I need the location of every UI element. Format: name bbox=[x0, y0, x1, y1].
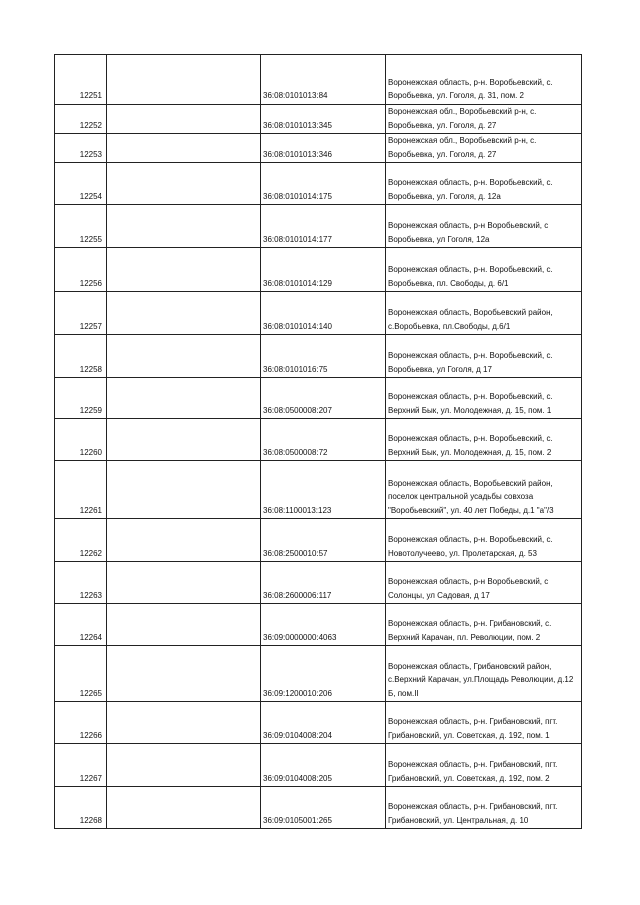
cadastral-number-cell: 36:09:0105001:265 bbox=[261, 787, 386, 829]
cadastral-number-cell: 36:09:0104008:205 bbox=[261, 744, 386, 787]
registry-table bbox=[54, 54, 582, 829]
table-row bbox=[55, 744, 582, 787]
row-number-cell: 12252 bbox=[55, 105, 107, 134]
object-name-cell bbox=[107, 419, 261, 461]
address-cell: Воронежская область, р-н. Воробьевский, с. Воробьевка, пл. Свободы, д. 6/1 bbox=[386, 248, 582, 292]
row-number-cell: 12256 bbox=[55, 248, 107, 292]
table-row bbox=[55, 702, 582, 744]
table-row bbox=[55, 604, 582, 646]
cadastral-number-cell: 36:08:0101014:177 bbox=[261, 205, 386, 248]
address-cell: Воронежская область, Воробьевский район, поселок центральной усадьбы совхоза "Воробьевский", ул. 40 лет Победы, д.1 "а"/3 bbox=[386, 461, 582, 519]
cadastral-number-cell: 36:08:0500008:207 bbox=[261, 378, 386, 419]
row-number-cell: 12264 bbox=[55, 604, 107, 646]
address-cell: Воронежская область, р-н. Воробьевский, с. Верхний Бык, ул. Молодежная, д. 15, пом. 1 bbox=[386, 378, 582, 419]
table-row bbox=[55, 519, 582, 562]
object-name-cell bbox=[107, 604, 261, 646]
cadastral-number-cell: 36:08:2500010:57 bbox=[261, 519, 386, 562]
object-name-cell bbox=[107, 744, 261, 787]
row-number-cell: 12258 bbox=[55, 335, 107, 378]
cadastral-number-cell: 36:09:0000000:4063 bbox=[261, 604, 386, 646]
address-cell: Воронежская область, р-н. Воробьевский, с. Воробьевка, ул. Гоголя, д. 12а bbox=[386, 163, 582, 205]
address-cell: Воронежская область, р-н. Воробьевский, с. Воробьевка, ул. Гоголя, д. 31, пом. 2 bbox=[386, 55, 582, 105]
row-number-cell: 12251 bbox=[55, 55, 107, 105]
cadastral-number-cell: 36:08:0101013:346 bbox=[261, 134, 386, 163]
address-cell: Воронежская область, р-н. Воробьевский, с. Верхний Бык, ул. Молодежная, д. 15, пом. 2 bbox=[386, 419, 582, 461]
object-name-cell bbox=[107, 134, 261, 163]
object-name-cell bbox=[107, 335, 261, 378]
object-name-cell bbox=[107, 292, 261, 335]
object-name-cell bbox=[107, 105, 261, 134]
row-number-cell: 12265 bbox=[55, 646, 107, 702]
table-row bbox=[55, 163, 582, 205]
table-row bbox=[55, 134, 582, 163]
address-cell: Воронежская область, р-н. Грибановский, пгт. Грибановский, ул. Советская, д. 192, пом. 1 bbox=[386, 702, 582, 744]
address-cell: Воронежская область, р-н. Грибановский, пгт. Грибановский, ул. Центральная, д. 10 bbox=[386, 787, 582, 829]
address-cell: Воронежская обл., Воробьевский р-н, с. Воробьевка, ул. Гоголя, д. 27 bbox=[386, 134, 582, 163]
cadastral-number-cell: 36:08:0101013:84 bbox=[261, 55, 386, 105]
object-name-cell bbox=[107, 205, 261, 248]
row-number-cell: 12268 bbox=[55, 787, 107, 829]
table-row bbox=[55, 55, 582, 105]
address-cell: Воронежская область, Грибановский район, с.Верхний Карачан, ул.Площадь Революции, д.12 Б, пом.II bbox=[386, 646, 582, 702]
table-row bbox=[55, 105, 582, 134]
registry-table-body bbox=[55, 55, 582, 829]
address-cell: Воронежская область, р-н. Грибановский, с. Верхний Карачан, пл. Революции, пом. 2 bbox=[386, 604, 582, 646]
cadastral-number-cell: 36:08:0101014:175 bbox=[261, 163, 386, 205]
address-cell: Воронежская область, р-н. Грибановский, пгт. Грибановский, ул. Советская, д. 192, пом. 2 bbox=[386, 744, 582, 787]
row-number-cell: 12262 bbox=[55, 519, 107, 562]
table-row bbox=[55, 419, 582, 461]
cadastral-number-cell: 36:08:0500008:72 bbox=[261, 419, 386, 461]
object-name-cell bbox=[107, 378, 261, 419]
row-number-cell: 12253 bbox=[55, 134, 107, 163]
object-name-cell bbox=[107, 562, 261, 604]
cadastral-number-cell: 36:08:1100013:123 bbox=[261, 461, 386, 519]
cadastral-number-cell: 36:08:0101014:140 bbox=[261, 292, 386, 335]
object-name-cell bbox=[107, 248, 261, 292]
object-name-cell bbox=[107, 163, 261, 205]
row-number-cell: 12266 bbox=[55, 702, 107, 744]
object-name-cell bbox=[107, 787, 261, 829]
cadastral-number-cell: 36:09:0104008:204 bbox=[261, 702, 386, 744]
row-number-cell: 12254 bbox=[55, 163, 107, 205]
cadastral-number-cell: 36:09:1200010:206 bbox=[261, 646, 386, 702]
row-number-cell: 12255 bbox=[55, 205, 107, 248]
cadastral-number-cell: 36:08:2600006:117 bbox=[261, 562, 386, 604]
object-name-cell bbox=[107, 702, 261, 744]
object-name-cell bbox=[107, 646, 261, 702]
table-row bbox=[55, 248, 582, 292]
address-cell: Воронежская область, р-н Воробьевский, с Солонцы, ул Садовая, д 17 bbox=[386, 562, 582, 604]
address-cell: Воронежская обл., Воробьевский р-н, с. Воробьевка, ул. Гоголя, д. 27 bbox=[386, 105, 582, 134]
row-number-cell: 12267 bbox=[55, 744, 107, 787]
address-cell: Воронежская область, р-н Воробьевский, с Воробьевка, ул Гоголя, 12а bbox=[386, 205, 582, 248]
object-name-cell bbox=[107, 519, 261, 562]
address-cell: Воронежская область, р-н. Воробьевский, с. Воробьевка, ул Гоголя, д 17 bbox=[386, 335, 582, 378]
table-row bbox=[55, 562, 582, 604]
cadastral-number-cell: 36:08:0101013:345 bbox=[261, 105, 386, 134]
table-row bbox=[55, 292, 582, 335]
table-row bbox=[55, 461, 582, 519]
row-number-cell: 12259 bbox=[55, 378, 107, 419]
cadastral-number-cell: 36:08:0101014:129 bbox=[261, 248, 386, 292]
address-cell: Воронежская область, Воробьевский район, с.Воробьевка, пл.Свободы, д.6/1 bbox=[386, 292, 582, 335]
address-cell: Воронежская область, р-н. Воробьевский, с. Новотолучеево, ул. Пролетарская, д. 53 bbox=[386, 519, 582, 562]
object-name-cell bbox=[107, 461, 261, 519]
table-row bbox=[55, 787, 582, 829]
row-number-cell: 12260 bbox=[55, 419, 107, 461]
table-row bbox=[55, 378, 582, 419]
table-row bbox=[55, 205, 582, 248]
row-number-cell: 12261 bbox=[55, 461, 107, 519]
cadastral-number-cell: 36:08:0101016:75 bbox=[261, 335, 386, 378]
row-number-cell: 12263 bbox=[55, 562, 107, 604]
table-row bbox=[55, 646, 582, 702]
row-number-cell: 12257 bbox=[55, 292, 107, 335]
table-row bbox=[55, 335, 582, 378]
object-name-cell bbox=[107, 55, 261, 105]
